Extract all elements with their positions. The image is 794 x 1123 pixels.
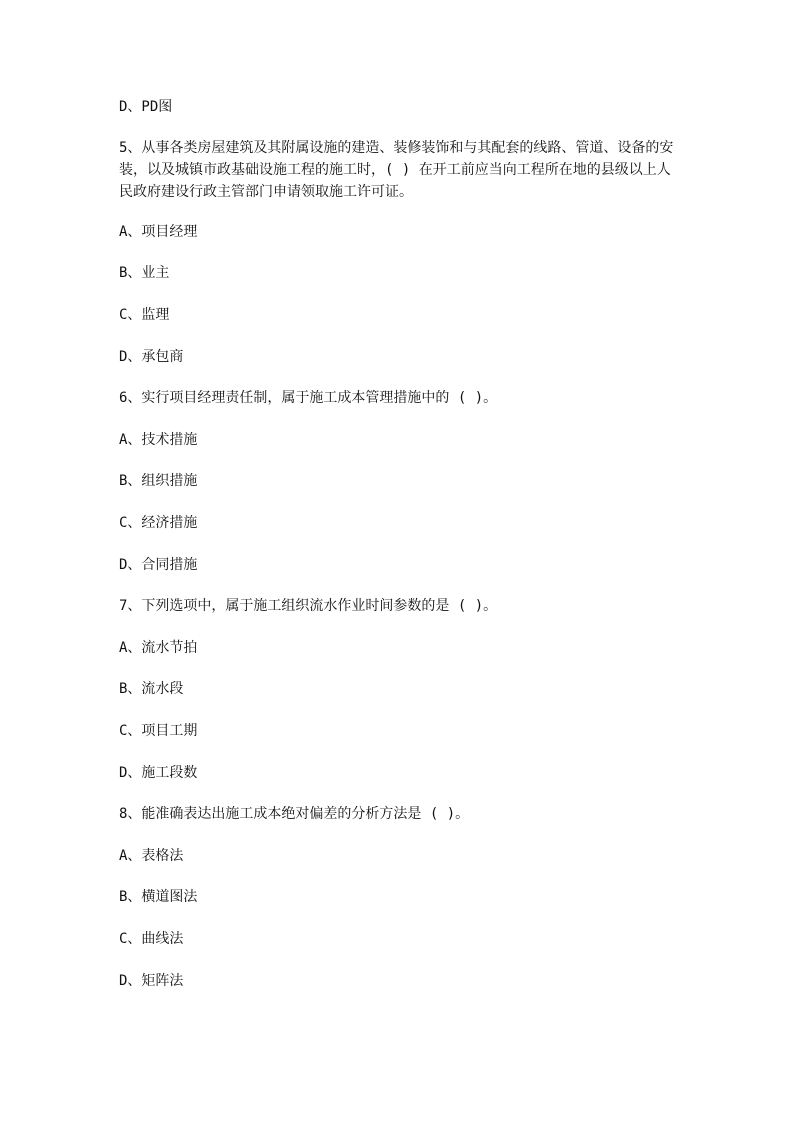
q5-option-c: C、监理 (119, 307, 170, 323)
q6-option-b: B、组织措施 (119, 473, 198, 489)
q6-question: 6、实行项目经理责任制，属于施工成本管理措施中的 ( )。 (119, 390, 498, 406)
q6-option-d: D、合同措施 (119, 557, 198, 573)
q8-option-c: C、曲线法 (119, 931, 184, 947)
q7-option-d: D、施工段数 (119, 765, 198, 781)
q5-question: 5、从事各类房屋建筑及其附属设施的建造、装修装饰和与其配套的线路、管道、设备的安装，以及城镇市政基础设施工程的施工时，( ) 在开工前应当向工程所在地的县级以上人民政府建设行政主管部门申请领取施工许可证。 (119, 140, 674, 200)
q5-option-b: B、业主 (119, 265, 170, 281)
q7-option-b: B、流水段 (119, 681, 184, 697)
q5-option-a: A、项目经理 (119, 224, 198, 240)
q8-option-b: B、横道图法 (119, 889, 198, 905)
q8-question: 8、能准确表达出施工成本绝对偏差的分析方法是 ( )。 (119, 806, 470, 822)
q4-option-d: D、PD图 (119, 99, 173, 115)
q6-option-c: C、经济措施 (119, 515, 198, 531)
q6-option-a: A、技术措施 (119, 432, 198, 448)
q8-option-d: D、矩阵法 (119, 973, 184, 989)
q7-option-c: C、项目工期 (119, 723, 198, 739)
q7-option-a: A、流水节拍 (119, 640, 198, 656)
q5-option-d: D、承包商 (119, 349, 184, 365)
q8-option-a: A、表格法 (119, 848, 184, 864)
q7-question: 7、下列选项中，属于施工组织流水作业时间参数的是 ( )。 (119, 598, 498, 614)
